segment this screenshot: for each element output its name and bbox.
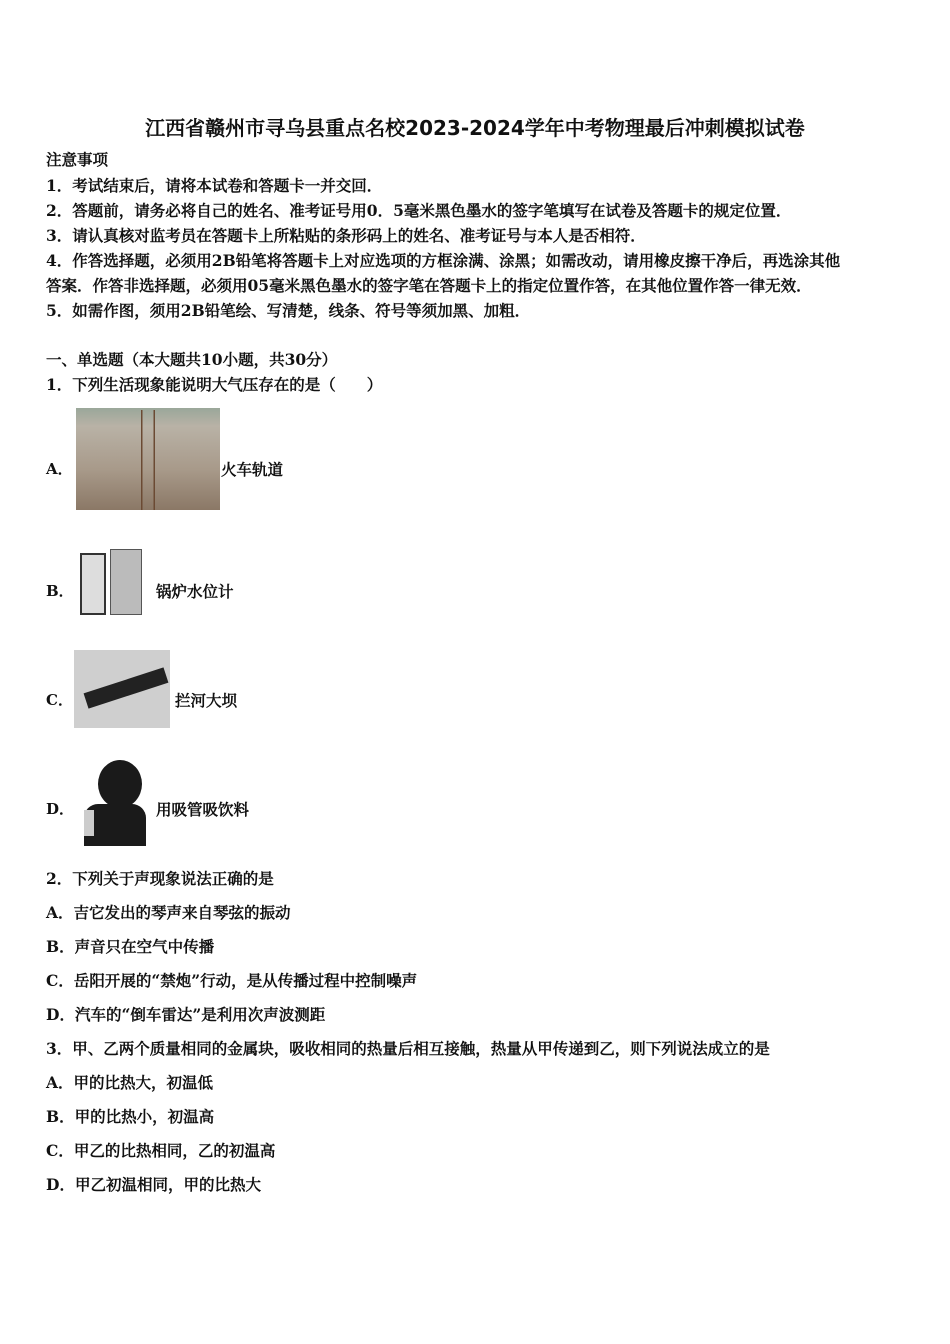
child-drinking-image bbox=[78, 760, 150, 846]
notice-item: 5．如需作图，须用2B铅笔绘、写清楚，线条、符号等须加黑、加粗． bbox=[46, 301, 531, 320]
question-stem: 1．下列生活现象能说明大气压存在的是（ ） bbox=[46, 375, 383, 394]
dam-image bbox=[74, 650, 170, 728]
notice-item: 1．考试结束后，请将本试卷和答题卡一并交回． bbox=[46, 176, 383, 195]
option-letter: B． bbox=[46, 582, 74, 600]
notice-heading: 注意事项 bbox=[46, 150, 109, 169]
boiler-gauge-image bbox=[76, 545, 151, 617]
option: B．甲的比热小，初温高 bbox=[46, 1107, 215, 1126]
option-letter: C． bbox=[46, 691, 73, 709]
option-text: 用吸管吸饮料 bbox=[156, 800, 250, 819]
notice-item: 2．答题前，请务必将自己的姓名、准考证号用0．5毫米黑色墨水的签字笔填写在试卷及答题卡的规定位置． bbox=[46, 201, 792, 220]
option: C．甲乙的比热相同，乙的初温高 bbox=[46, 1141, 276, 1160]
option-text: 火车轨道 bbox=[221, 460, 284, 479]
section-heading: 一、单选题（本大题共10小题，共30分） bbox=[46, 350, 338, 369]
option-letter: A． bbox=[46, 460, 73, 478]
option-letter: D． bbox=[46, 800, 75, 818]
option-text: 拦河大坝 bbox=[175, 691, 238, 710]
option: D．汽车的“倒车雷达”是利用次声波测距 bbox=[46, 1005, 326, 1024]
option: A．甲的比热大，初温低 bbox=[46, 1073, 214, 1092]
option: C．岳阳开展的“禁炮”行动，是从传播过程中控制噪声 bbox=[46, 971, 418, 990]
option: D．甲乙初温相同，甲的比热大 bbox=[46, 1175, 261, 1194]
question-stem: 3．甲、乙两个质量相同的金属块，吸收相同的热量后相互接触，热量从甲传递到乙，则下列说法成立的是 bbox=[46, 1039, 770, 1058]
notice-item: 3．请认真核对监考员在答题卡上所粘贴的条形码上的姓名、准考证号与本人是否相符． bbox=[46, 226, 646, 245]
notice-item: 答案．作答非选择题，必须用05毫米黑色墨水的签字笔在答题卡上的指定位置作答，在其他位置作答一律无效． bbox=[46, 276, 812, 295]
notice-item: 4．作答选择题，必须用2B铅笔将答题卡上对应选项的方框涂满、涂黑；如需改动，请用橡皮擦干净后，再选涂其他 bbox=[46, 251, 841, 270]
option-text: 锅炉水位计 bbox=[156, 582, 234, 601]
railway-track-image bbox=[76, 408, 220, 510]
option: A．吉它发出的琴声来自琴弦的振动 bbox=[46, 903, 291, 922]
option: B．声音只在空气中传播 bbox=[46, 937, 215, 956]
page-title: 江西省赣州市寻乌县重点名校2023-2024学年中考物理最后冲刺模拟试卷 bbox=[145, 116, 805, 140]
question-stem: 2．下列关于声现象说法正确的是 bbox=[46, 869, 274, 888]
